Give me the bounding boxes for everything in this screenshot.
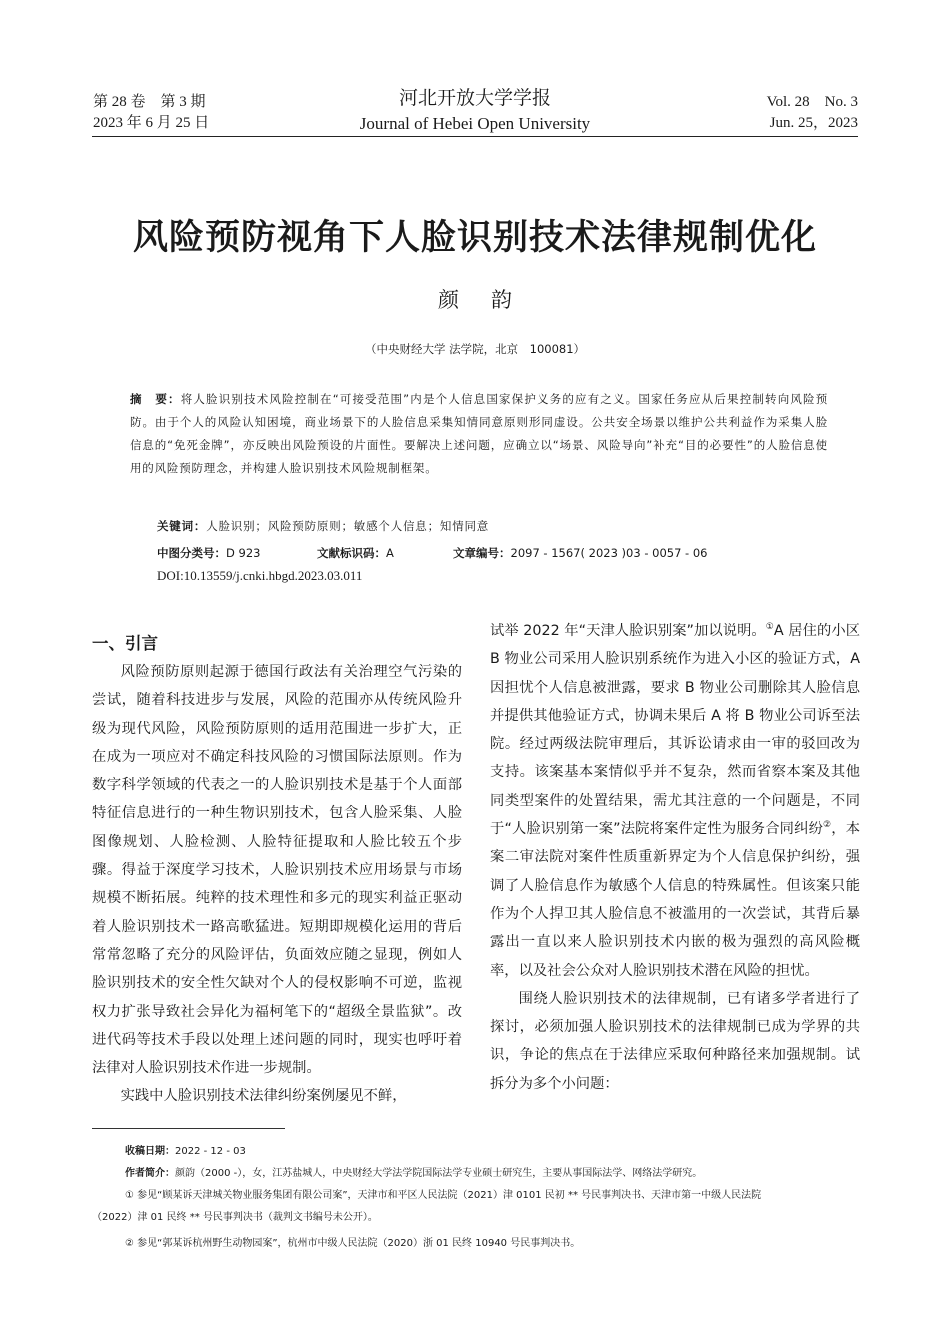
footnote-ref-2[interactable]: ② <box>823 820 832 831</box>
footnote-rule <box>92 1128 285 1129</box>
footnote-2 <box>92 1233 895 1255</box>
publication-date-cn: 2023 年 6 月 25 日 <box>93 115 210 131</box>
footnote-ref-1[interactable]: ① <box>765 622 774 632</box>
keywords-label: 关键词： <box>157 519 207 533</box>
abstract-label: 摘 要： <box>130 392 181 406</box>
journal-name-cn: 河北开放大学学报 <box>398 88 551 109</box>
article-author: 颜韵 <box>438 288 544 312</box>
volume-issue-en: Vol. 28 No. 3 <box>766 94 858 110</box>
author-bio-text: 颜韵（2000 -），女，江苏盐城人，中央财经大学法学院国际法学专业硕士研究生，主要从事国际法学、网络法学研究。 <box>175 1168 703 1179</box>
paragraph-text: A 居住的小区 B 物业公司采用人脸识别系统作为进入小区的验证方式，A 因担忧个人信息被泄露，要求 B 物业公司删除其人脸信息并提供其他验证方式，协调未果后 A 将 B 物业公司诉至法院。经过两级法院审理后，其诉讼请求由一审的驳回改为支持。该案基本案情似乎并不复杂，然而省察本案及其他同类型案件的处置结果，需尤其注意的一个问题是，不同于“人脸识别第一案”法院将案件定性为服务合同纠纷 <box>490 623 860 838</box>
header-rule <box>92 136 858 137</box>
abstract <box>130 388 828 480</box>
received-value: 2022 - 12 - 03 <box>175 1146 246 1157</box>
footnote-2-mark: ② <box>125 1238 134 1249</box>
footnote-2-text: 参见“郭某诉杭州野生动物园案”，杭州市中级人民法院（2020）浙 01 民终 10940 号民事判决书。 <box>137 1238 581 1249</box>
doc-code-field <box>317 543 453 563</box>
article-title: 风险预防视角下人脸识别技术法律规制优化 <box>132 218 817 258</box>
abstract-text: 将人脸识别技术风险控制在“可接受范围”内是个人信息国家保护义务的应有之义。国家任务应从后果控制转向风险预防。由于个人的风险认知困境，商业场景下的人脸信息采集知情同意原则形同虚设。公共安全场景以维护公共利益作为采集人脸信息的“免死金牌”，亦反映出风险预设的片面性。要解决上述问题，应确立以“场景、风险导向”补充“目的必要性”的人脸信息使用的风险预防理念，并构建人脸识别技术风险规制框架。 <box>130 392 829 475</box>
article-number-field <box>453 543 708 563</box>
body-left-column <box>92 620 462 1111</box>
author-bio <box>92 1163 895 1185</box>
footnote-1-mark: ① <box>125 1190 134 1201</box>
doc-code-value: A <box>386 546 394 560</box>
body-paragraph: 实践中人脸识别技术法律纠纷案例屡见不鲜， <box>120 1088 407 1105</box>
footnote-1-continued: （2022）津 01 民终 ** 号民事判决书（裁判文书编号未公开）。 <box>92 1212 378 1223</box>
received-label: 收稿日期： <box>125 1146 175 1157</box>
article-number-label: 文章编号： <box>453 546 511 560</box>
clc-value: D 923 <box>226 546 261 560</box>
running-header-left <box>93 92 209 134</box>
footnote-1-text: 参见“顾某诉天津城关物业服务集团有限公司案”，天津市和平区人民法院（2021）津 0101 民初 ** 号民事判决书、天津市第一中级人民法院 <box>137 1190 762 1201</box>
clc-label: 中图分类号： <box>157 546 226 560</box>
publication-date-en: Jun. 25，2023 <box>769 115 858 131</box>
running-header-center <box>300 86 650 136</box>
volume-issue-cn: 第 28 卷 第 3 期 <box>93 94 206 110</box>
body-right-column <box>490 617 860 1098</box>
section-heading: 一、引言 <box>92 634 158 653</box>
body-paragraph: 风险预防原则起源于德国行政法有关治理空气污染的尝试，随着科技进步与发展，风险的范围亦从传统风险升级为现代风险，风险预防原则的适用范围进一步扩大，正在成为一项应对不确定科技风险的习惯国际法原则。作为数字科学领域的代表之一的人脸识别技术是基于个人面部特征信息进行的一种生物识别技术，包含人脸采集、人脸图像规划、人脸检测、人脸特征提取和人脸比较五个步骤。得益于深度学习技术，人脸识别技术应用场景与市场规模不断拓展。纯粹的技术理性和多元的现实利益正驱动着人脸识别技术一路高歌猛进。短期即规模化运用的背后常常忽略了充分的风险评估，负面效应随之显现，例如人脸识别技术的安全性欠缺对个人的侵权影响不可逆，监视权力扩张导致社会异化为福柯笔下的“超级全景监狱”。改进代码等技术手段以处理上述问题的同时，现实也呼吁着法律对人脸识别技术作进一步规制。 <box>92 664 462 1077</box>
author-bio-label: 作者简介： <box>125 1168 175 1179</box>
keywords-text: 人脸识别；风险预防原则；敏感个人信息；知情同意 <box>206 519 490 533</box>
body-paragraph <box>490 617 860 985</box>
received-date <box>92 1141 895 1163</box>
body-paragraph: 围绕人脸识别技术的法律规制，已有诸多学者进行了探讨，必须加强人脸识别技术的法律规制已成为学界的共识，争论的焦点在于法律应采取何种路径来加强规制。试拆分为多个小问题： <box>490 990 860 1092</box>
doc-code-label: 文献标识码： <box>317 546 386 560</box>
article-number-value: 2097 - 1567( 2023 )03 - 0057 - 06 <box>510 546 708 560</box>
keywords <box>157 516 837 536</box>
paragraph-text: 试举 2022 年“天津人脸识别案”加以说明。 <box>490 623 766 639</box>
footnote-1 <box>92 1185 895 1207</box>
doi: DOI:10.13559/j.cnki.hbgd.2023.03.011 <box>157 568 363 583</box>
running-header-right <box>767 92 858 134</box>
classification-line <box>157 543 837 563</box>
clc-field <box>157 543 317 563</box>
paragraph-text: ，本案二审法院对案件性质重新界定为个人信息保护纠纷，强调了人脸信息作为敏感个人信息的特殊属性。但该案只能作为个人捍卫其人脸信息不被滥用的一次尝试，其背后暴露出一直以来人脸识别技术内嵌的极为强烈的高风险概率，以及社会公众对人脸识别技术潜在风险的担忧。 <box>490 821 861 979</box>
journal-name-en: Journal of Hebei Open University <box>359 114 591 133</box>
author-affiliation: （中央财经大学 法学院，北京 100081） <box>364 342 586 356</box>
